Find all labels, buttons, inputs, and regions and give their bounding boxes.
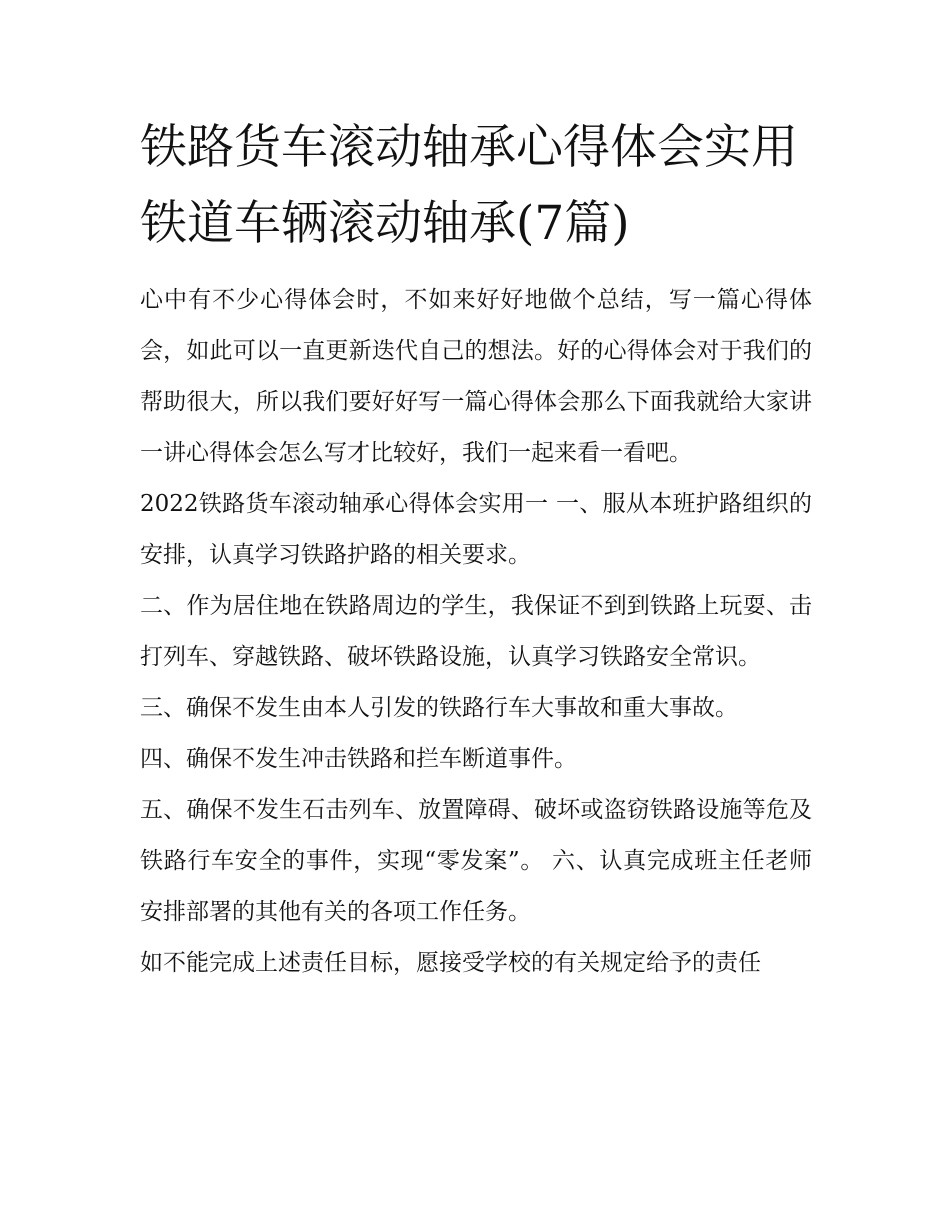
paragraph-intro: 心中有不少心得体会时，不如来好好地做个总结，写一篇心得体会，如此可以一直更新迭代自己的想法。好的心得体会对于我们的帮助很大，所以我们要好好写一篇心得体会那么下面我就给大家讲一讲心得体会怎么写才比较好，我们一起来看一看吧。	[140, 287, 812, 466]
paragraph-item-3: 三、确保不发生由本人引发的铁路行车大事故和重大事故。	[140, 695, 738, 721]
paragraph-closing: 如不能完成上述责任目标，愿接受学校的有关规定给予的责任	[140, 950, 761, 976]
paragraph-item-4: 四、确保不发生冲击铁路和拦车断道事件。	[140, 746, 577, 772]
paragraph-item-5: 五、确保不发生石击列车、放置障碍、破坏或盗窃铁路设施等危及铁路行车安全的事件，实现“零发案”。 六、认真完成班主任老师安排部署的其他有关的各项工作任务。	[140, 797, 812, 925]
paragraph-item-2: 二、作为居住地在铁路周边的学生，我保证不到到铁路上玩耍、击打列车、穿越铁路、破坏铁路设施，认真学习铁路安全常识。	[140, 593, 812, 670]
document-body	[140, 110, 812, 989]
paragraph-item-1: 2022铁路货车滚动轴承心得体会实用一 一、服从本班护路组织的安排，认真学习铁路护路的相关要求。	[140, 491, 812, 568]
document-title: 铁路货车滚动轴承心得体会实用 铁道车辆滚动轴承(7篇)	[140, 120, 798, 251]
